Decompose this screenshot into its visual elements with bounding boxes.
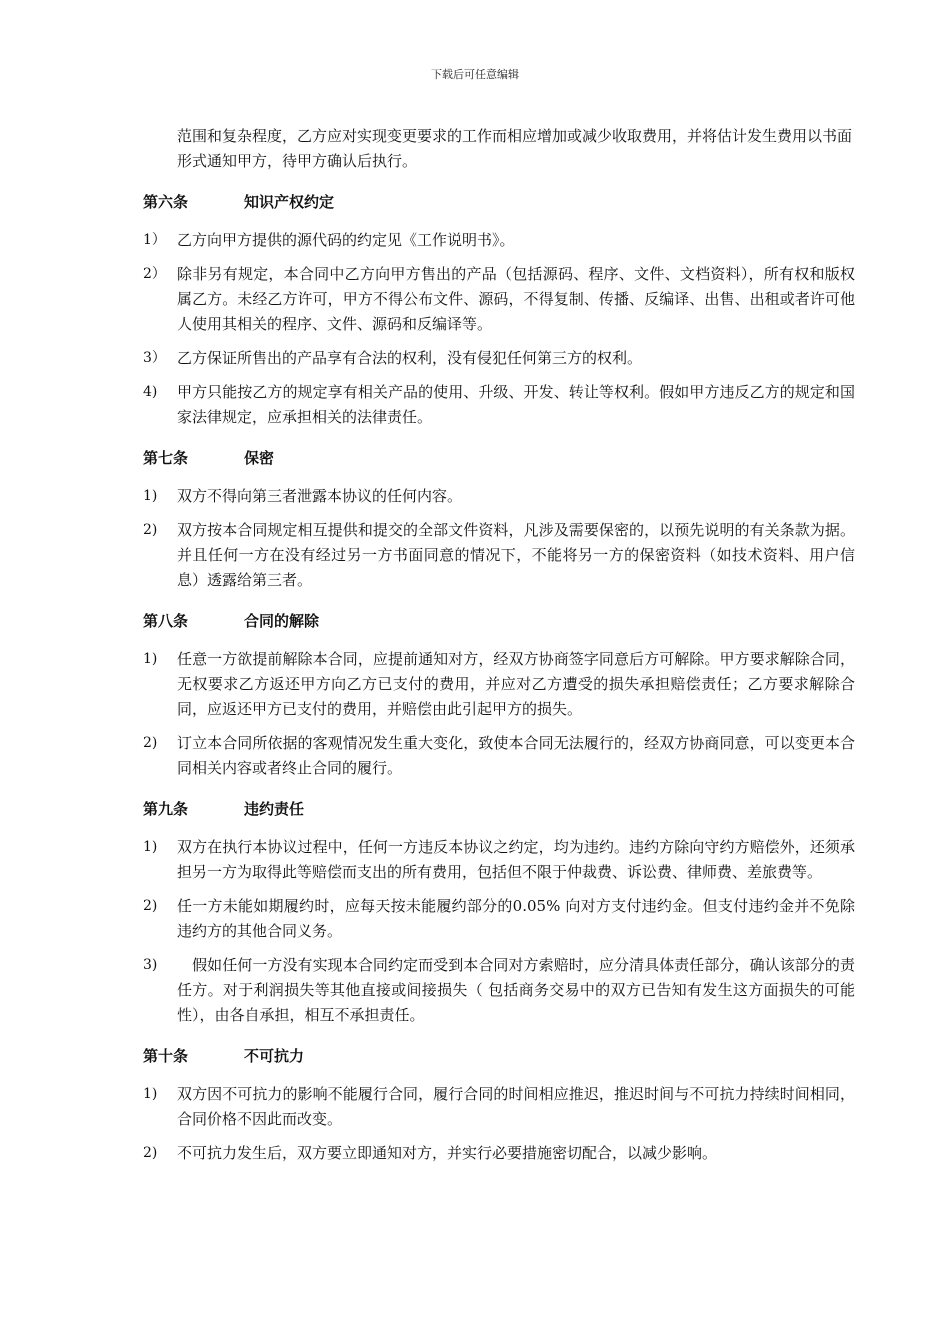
article-section [143, 797, 855, 1028]
page-header: 下载后可任意编辑 [431, 68, 519, 81]
clause-number: 1) [143, 651, 158, 667]
clause-item [143, 346, 855, 371]
article-number: 第十条 [143, 1047, 189, 1065]
clause-item [143, 228, 855, 253]
clause-item [143, 262, 855, 337]
article-title: 违约责任 [244, 800, 305, 818]
article-number: 第七条 [143, 449, 189, 467]
article-title: 知识产权约定 [244, 193, 335, 211]
clause-text: 双方因不可抗力的影响不能履行合同，履行合同的时间相应推迟，推迟时间与不可抗力持续时间相同，合同价格不因此而改变。 [177, 1085, 855, 1128]
clause-number: 2) [143, 735, 158, 751]
clause-number: 1） [143, 232, 166, 248]
clause-text: 甲方只能按乙方的规定享有相关产品的使用、升级、开发、转让等权利。假如甲方违反乙方的规定和国家法律规定，应承担相关的法律责任。 [177, 383, 855, 426]
article-section [143, 446, 855, 593]
article-number: 第八条 [143, 612, 189, 630]
article-number: 第六条 [143, 193, 189, 211]
article-section [143, 1044, 855, 1166]
article-heading [143, 797, 855, 822]
article-heading [143, 446, 855, 471]
article-heading [143, 190, 855, 215]
article-number: 第九条 [143, 800, 189, 818]
clause-text: 双方不得向第三者泄露本协议的任何内容。 [177, 487, 463, 505]
sections-container [143, 190, 855, 1166]
clause-item [143, 1082, 855, 1132]
document-body [143, 124, 855, 1182]
article-title: 保密 [244, 449, 275, 467]
clause-number: 1) [143, 1086, 158, 1102]
clause-text: 假如任何一方没有实现本合同约定而受到本合同对方索赔时，应分清具体责任部分，确认该部分的责任方。对于利润损失等其他直接或间接损失（ 包括商务交易中的双方已告知有发生这方面损失的可能性），由各自承担，相互不承担责任。 [177, 956, 855, 1024]
article-heading [143, 609, 855, 634]
clause-item [143, 484, 855, 509]
clause-number: 4) [143, 384, 158, 400]
clause-item [143, 731, 855, 781]
clause-number: 3） [143, 350, 166, 366]
article-title: 合同的解除 [244, 612, 320, 630]
clause-text: 除非另有规定，本合同中乙方向甲方售出的产品（包括源码、程序、文件、文档资料），所有权和版权属乙方。未经乙方许可，甲方不得公布文件、源码，不得复制、传播、反编译、出售、出租或者许可他人使用其相关的程序、文件、源码和反编译等。 [177, 265, 855, 333]
clause-text: 任意一方欲提前解除本合同，应提前通知对方，经双方协商签字同意后方可解除。甲方要求解除合同，无权要求乙方返还甲方向乙方已支付的费用，并应对乙方遭受的损失承担赔偿责任；乙方要求解除合同，应返还甲方已支付的费用，并赔偿由此引起甲方的损失。 [177, 650, 855, 718]
article-title: 不可抗力 [244, 1047, 305, 1065]
clause-number: 3) [143, 957, 158, 973]
clause-text: 乙方向甲方提供的源代码的约定见《工作说明书》。 [177, 231, 515, 249]
continuation-paragraph: 范围和复杂程度，乙方应对实现变更要求的工作而相应增加或减少收取费用，并将估计发生费用以书面形式通知甲方，待甲方确认后执行。 [177, 127, 853, 170]
clause-item [143, 835, 855, 885]
clause-number: 2） [143, 266, 166, 282]
article-section [143, 190, 855, 430]
clause-item [143, 380, 855, 430]
clause-item [143, 894, 855, 944]
clause-text: 订立本合同所依据的客观情况发生重大变化，致使本合同无法履行的，经双方协商同意，可以变更本合同相关内容或者终止合同的履行。 [177, 734, 855, 777]
clause-item [143, 953, 855, 1028]
clause-text: 乙方保证所售出的产品享有合法的权利，没有侵犯任何第三方的权利。 [177, 349, 643, 367]
clause-number: 2) [143, 522, 158, 538]
clause-text: 双方按本合同规定相互提供和提交的全部文件资料，凡涉及需要保密的，以预先说明的有关条款为据。并且任何一方在没有经过另一方书面同意的情况下，不能将另一方的保密资料（如技术资料、用户信息）透露给第三者。 [177, 521, 855, 589]
clause-number: 1) [143, 839, 158, 855]
clause-text: 双方在执行本协议过程中，任何一方违反本协议之约定，均为违约。违约方除向守约方赔偿外，还须承担另一方为取得此等赔偿而支出的所有费用，包括但不限于仲裁费、诉讼费、律师费、差旅费等。 [177, 838, 855, 881]
clause-item [143, 647, 855, 722]
clause-number: 2) [143, 898, 158, 914]
clause-number: 1) [143, 488, 158, 504]
clause-text: 任一方未能如期履约时，应每天按未能履约部分的0.05% 向对方支付违约金。但支付违约金并不免除违约方的其他合同义务。 [177, 897, 855, 940]
clause-item [143, 1141, 855, 1166]
clause-item [143, 518, 855, 593]
article-heading [143, 1044, 855, 1069]
article-section [143, 609, 855, 781]
clause-text: 不可抗力发生后，双方要立即通知对方，并实行必要措施密切配合，以减少影响。 [177, 1144, 718, 1162]
clause-number: 2) [143, 1145, 158, 1161]
